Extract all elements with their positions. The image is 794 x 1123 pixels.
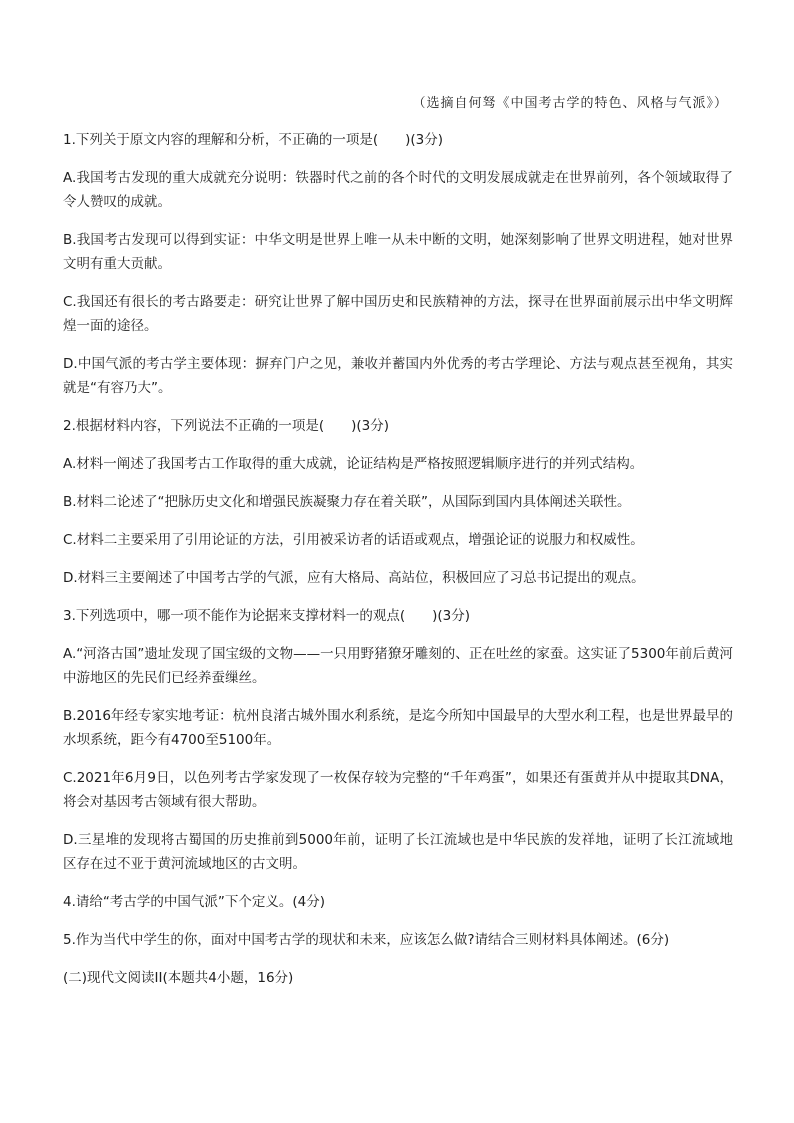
question-5: 5.作为当代中学生的你，面对中国考古学的现状和未来，应该怎么做?请结合三则材料具体阐述。(6分) xyxy=(63,932,670,948)
question-2-option-a: A.材料一阐述了我国考古工作取得的重大成就，论证结构是严格按照逻辑顺序进行的并列式结构。 xyxy=(63,456,644,472)
question-2-option-c: C.材料二主要采用了引用论证的方法，引用被采访者的话语或观点，增强论证的说服力和权威性。 xyxy=(63,532,644,548)
question-2-option-d: D.材料三主要阐述了中国考古学的气派，应有大格局、高站位，积极回应了习总书记提出的观点。 xyxy=(63,570,645,586)
question-3-option-a: A.“河洛古国”遗址发现了国宝级的文物——一只用野猪獠牙雕刻的、正在吐丝的家蚕。这实证了5300年前后黄河中游地区的先民们已经养蚕缫丝。 xyxy=(63,646,733,686)
question-3-option-d: D.三星堆的发现将古蜀国的历史推前到5000年前，证明了长江流域也是中华民族的发祥地，证明了长江流域地区存在过不亚于黄河流域地区的古文明。 xyxy=(63,832,733,872)
question-1-option-b: B.我国考古发现可以得到实证：中华文明是世界上唯一从未中断的文明，她深刻影响了世界文明进程，她对世界文明有重大贡献。 xyxy=(63,232,733,272)
question-3-stem: 3.下列选项中，哪一项不能作为论据来支撑材料一的观点( )(3分) xyxy=(63,608,471,624)
question-1-option-a: A.我国考古发现的重大成就充分说明：铁器时代之前的各个时代的文明发展成就走在世界前列，各个领域取得了令人赞叹的成就。 xyxy=(63,170,733,210)
source-citation: （选摘自何驽《中国考古学的特色、风格与气派》） xyxy=(412,96,728,111)
question-3-option-c: C.2021年6月9日，以色列考古学家发现了一枚保存较为完整的“千年鸡蛋”，如果还有蛋黄并从中提取其DNA，将会对基因考古领域有很大帮助。 xyxy=(63,770,733,810)
question-3-option-b: B.2016年经专家实地考证：杭州良渚古城外围水利系统，是迄今所知中国最早的大型水利工程，也是世界最早的水坝系统，距今有4700至5100年。 xyxy=(63,708,733,748)
question-2-stem: 2.根据材料内容，下列说法不正确的一项是( )(3分) xyxy=(63,418,390,434)
section-heading: (二)现代文阅读II(本题共4小题，16分) xyxy=(63,970,294,986)
question-1-option-c: C.我国还有很长的考古路要走：研究让世界了解中国历史和民族精神的方法，探寻在世界面前展示出中华文明辉煌一面的途径。 xyxy=(63,294,733,334)
question-1-stem: 1.下列关于原文内容的理解和分析，不正确的一项是( )(3分) xyxy=(63,132,444,148)
question-1-option-d: D.中国气派的考古学主要体现：摒弃门户之见，兼收并蓄国内外优秀的考古学理论、方法与观点甚至视角，其实就是“有容乃大”。 xyxy=(63,356,733,396)
question-2-option-b: B.材料二论述了“把脉历史文化和增强民族凝聚力存在着关联”，从国际到国内具体阐述关联性。 xyxy=(63,494,631,510)
question-content xyxy=(63,128,733,1004)
question-4: 4.请给“考古学的中国气派”下个定义。(4分) xyxy=(63,894,325,910)
